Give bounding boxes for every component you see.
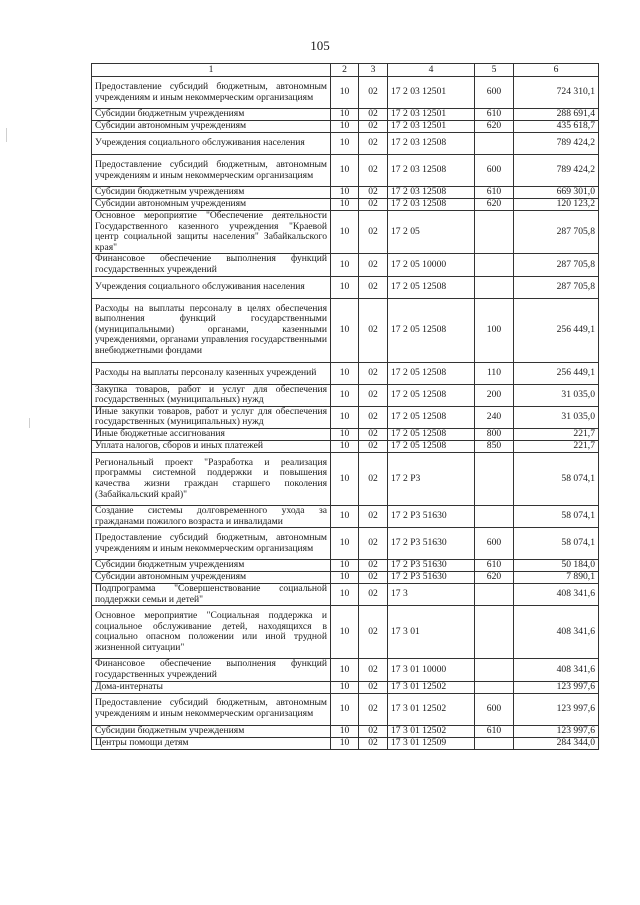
row-amount: 31 035,0 (514, 384, 599, 406)
table-row (92, 693, 599, 725)
row-target-article: 17 2 05 12508 (388, 428, 475, 440)
row-subsection: 02 (359, 428, 388, 440)
row-expense-type (475, 606, 514, 659)
row-section: 10 (331, 584, 359, 606)
table-row (92, 659, 599, 681)
col-header-subsection: 3 (359, 64, 388, 77)
row-target-article: 17 2 03 12508 (388, 133, 475, 155)
col-header-name: 1 (92, 64, 331, 77)
row-expense-type: 800 (475, 428, 514, 440)
row-name: Предоставление субсидий бюджетным, автономным учреждениям и иным некоммерческим организациям (92, 693, 331, 725)
row-name: Расходы на выплаты персоналу казенных учреждений (92, 362, 331, 384)
row-section: 10 (331, 406, 359, 428)
row-amount: 789 424,2 (514, 133, 599, 155)
row-amount: 58 074,1 (514, 452, 599, 505)
row-name: Основное мероприятие "Социальная поддержка и социальное обслуживание детей, находящихся в социально опасном положении или иной трудной жизненной ситуации" (92, 606, 331, 659)
row-amount: 287 705,8 (514, 211, 599, 254)
row-section: 10 (331, 276, 359, 298)
row-name: Субсидии бюджетным учреждениям (92, 187, 331, 199)
row-subsection: 02 (359, 681, 388, 693)
row-subsection: 02 (359, 528, 388, 560)
row-target-article: 17 2 03 12508 (388, 187, 475, 199)
row-name: Создание системы долговременного ухода за гражданами пожилого возраста и инвалидами (92, 505, 331, 527)
row-target-article: 17 3 01 12502 (388, 681, 475, 693)
row-name: Иные бюджетные ассигнования (92, 428, 331, 440)
row-expense-type (475, 505, 514, 527)
row-section: 10 (331, 254, 359, 276)
table-row (92, 211, 599, 254)
table-row (92, 584, 599, 606)
table-row (92, 121, 599, 133)
row-name: Дома-интернаты (92, 681, 331, 693)
row-expense-type: 240 (475, 406, 514, 428)
col-header-section: 2 (331, 64, 359, 77)
row-subsection: 02 (359, 155, 388, 187)
row-section: 10 (331, 440, 359, 452)
page-number: 105 (310, 38, 330, 53)
row-subsection: 02 (359, 211, 388, 254)
row-section: 10 (331, 693, 359, 725)
row-section: 10 (331, 298, 359, 362)
row-subsection: 02 (359, 560, 388, 572)
row-amount: 288 691,4 (514, 109, 599, 121)
table-header-row (92, 64, 599, 77)
row-target-article: 17 2 03 12508 (388, 199, 475, 211)
row-subsection: 02 (359, 187, 388, 199)
row-section: 10 (331, 428, 359, 440)
row-amount: 120 123,2 (514, 199, 599, 211)
table-row (92, 572, 599, 584)
row-target-article: 17 2 05 12508 (388, 406, 475, 428)
row-amount: 123 997,6 (514, 681, 599, 693)
row-target-article: 17 2 05 12508 (388, 276, 475, 298)
table-row (92, 384, 599, 406)
row-name: Субсидии автономным учреждениям (92, 199, 331, 211)
row-section: 10 (331, 384, 359, 406)
row-expense-type: 600 (475, 528, 514, 560)
row-target-article: 17 2 05 12508 (388, 298, 475, 362)
row-expense-type: 610 (475, 560, 514, 572)
row-expense-type (475, 681, 514, 693)
row-section: 10 (331, 505, 359, 527)
row-expense-type: 600 (475, 693, 514, 725)
row-name: Подпрограмма "Совершенствование социальной поддержки семьи и детей" (92, 584, 331, 606)
row-amount: 221,7 (514, 428, 599, 440)
row-expense-type: 110 (475, 362, 514, 384)
row-expense-type: 620 (475, 199, 514, 211)
row-target-article: 17 2 03 12508 (388, 155, 475, 187)
row-target-article: 17 2 05 12508 (388, 440, 475, 452)
row-subsection: 02 (359, 298, 388, 362)
row-amount: 31 035,0 (514, 406, 599, 428)
col-header-target-article: 4 (388, 64, 475, 77)
row-subsection: 02 (359, 199, 388, 211)
row-section: 10 (331, 606, 359, 659)
row-subsection: 02 (359, 440, 388, 452)
row-name: Расходы на выплаты персоналу в целях обеспечения выполнения функций государственными (муниципальными) органами, казенными учреждениями, органами управления государственными внебюджетными фондами (92, 298, 331, 362)
row-subsection: 02 (359, 406, 388, 428)
row-expense-type: 610 (475, 109, 514, 121)
row-target-article: 17 2 05 (388, 211, 475, 254)
row-name: Центры помощи детям (92, 737, 331, 749)
row-target-article: 17 3 (388, 584, 475, 606)
table-row (92, 505, 599, 527)
row-name: Учреждения социального обслуживания населения (92, 276, 331, 298)
row-subsection: 02 (359, 725, 388, 737)
row-name: Субсидии автономным учреждениям (92, 121, 331, 133)
row-amount: 287 705,8 (514, 276, 599, 298)
row-section: 10 (331, 155, 359, 187)
row-target-article: 17 2 03 12501 (388, 109, 475, 121)
row-target-article: 17 3 01 12502 (388, 693, 475, 725)
row-section: 10 (331, 452, 359, 505)
table-row (92, 109, 599, 121)
row-name: Субсидии бюджетным учреждениям (92, 109, 331, 121)
table-row (92, 681, 599, 693)
row-expense-type (475, 452, 514, 505)
table-row (92, 440, 599, 452)
row-amount: 123 997,6 (514, 725, 599, 737)
row-subsection: 02 (359, 584, 388, 606)
row-expense-type: 620 (475, 572, 514, 584)
row-name: Предоставление субсидий бюджетным, автономным учреждениям и иным некоммерческим организациям (92, 77, 331, 109)
table-row (92, 528, 599, 560)
row-expense-type (475, 133, 514, 155)
row-target-article: 17 2 03 12501 (388, 77, 475, 109)
table-row (92, 276, 599, 298)
row-amount: 284 344,0 (514, 737, 599, 749)
table-row (92, 428, 599, 440)
row-expense-type: 850 (475, 440, 514, 452)
row-section: 10 (331, 211, 359, 254)
row-name: Предоставление субсидий бюджетным, автономным учреждениям и иным некоммерческим организациям (92, 155, 331, 187)
row-amount: 435 618,7 (514, 121, 599, 133)
row-amount: 123 997,6 (514, 693, 599, 725)
row-section: 10 (331, 737, 359, 749)
row-name: Финансовое обеспечение выполнения функций государственных учреждений (92, 254, 331, 276)
row-target-article: 17 2 P3 (388, 452, 475, 505)
row-section: 10 (331, 77, 359, 109)
row-subsection: 02 (359, 77, 388, 109)
row-section: 10 (331, 681, 359, 693)
row-section: 10 (331, 560, 359, 572)
row-name: Закупка товаров, работ и услуг для обеспечения государственных (муниципальных) нужд (92, 384, 331, 406)
row-expense-type (475, 276, 514, 298)
table-row (92, 725, 599, 737)
row-target-article: 17 3 01 (388, 606, 475, 659)
row-expense-type (475, 254, 514, 276)
row-target-article: 17 2 P3 51630 (388, 572, 475, 584)
row-expense-type: 600 (475, 155, 514, 187)
table-row (92, 737, 599, 749)
table-row (92, 406, 599, 428)
row-name: Субсидии бюджетным учреждениям (92, 560, 331, 572)
row-name: Основное мероприятие "Обеспечение деятельности Государственного казенного учреждения "Краевой центр социальной защиты населения" Забайкальского края" (92, 211, 331, 254)
row-target-article: 17 2 P3 51630 (388, 560, 475, 572)
row-amount: 408 341,6 (514, 584, 599, 606)
table-row (92, 155, 599, 187)
row-section: 10 (331, 659, 359, 681)
row-amount: 256 449,1 (514, 362, 599, 384)
row-target-article: 17 2 P3 51630 (388, 528, 475, 560)
row-section: 10 (331, 133, 359, 155)
col-header-amount: 6 (514, 64, 599, 77)
row-target-article: 17 3 01 12509 (388, 737, 475, 749)
row-amount: 58 074,1 (514, 528, 599, 560)
row-name: Предоставление субсидий бюджетным, автономным учреждениям и иным некоммерческим организациям (92, 528, 331, 560)
row-subsection: 02 (359, 452, 388, 505)
row-expense-type: 100 (475, 298, 514, 362)
row-target-article: 17 3 01 12502 (388, 725, 475, 737)
table-row (92, 452, 599, 505)
row-section: 10 (331, 187, 359, 199)
row-name: Региональный проект "Разработка и реализация программы системной поддержки и повышения качества жизни граждан старшего поколения (Забайкальский край)" (92, 452, 331, 505)
row-expense-type (475, 211, 514, 254)
row-target-article: 17 2 05 12508 (388, 362, 475, 384)
row-amount: 58 074,1 (514, 505, 599, 527)
row-subsection: 02 (359, 384, 388, 406)
budget-table (91, 63, 599, 750)
row-name: Субсидии бюджетным учреждениям (92, 725, 331, 737)
row-section: 10 (331, 121, 359, 133)
row-amount: 221,7 (514, 440, 599, 452)
row-amount: 408 341,6 (514, 659, 599, 681)
table-row (92, 199, 599, 211)
row-subsection: 02 (359, 606, 388, 659)
row-name: Уплата налогов, сборов и иных платежей (92, 440, 331, 452)
row-target-article: 17 2 P3 51630 (388, 505, 475, 527)
table-row (92, 560, 599, 572)
col-header-expense-type: 5 (475, 64, 514, 77)
row-target-article: 17 2 05 12508 (388, 384, 475, 406)
scan-artifact (6, 128, 7, 142)
row-subsection: 02 (359, 362, 388, 384)
row-section: 10 (331, 572, 359, 584)
row-section: 10 (331, 199, 359, 211)
table-row (92, 254, 599, 276)
row-section: 10 (331, 362, 359, 384)
scan-artifact (29, 418, 30, 428)
row-subsection: 02 (359, 737, 388, 749)
table-row (92, 187, 599, 199)
row-subsection: 02 (359, 659, 388, 681)
row-name: Финансовое обеспечение выполнения функций государственных учреждений (92, 659, 331, 681)
row-expense-type (475, 737, 514, 749)
row-subsection: 02 (359, 276, 388, 298)
row-name: Учреждения социального обслуживания населения (92, 133, 331, 155)
row-expense-type: 600 (475, 77, 514, 109)
row-target-article: 17 2 03 12501 (388, 121, 475, 133)
row-target-article: 17 3 01 10000 (388, 659, 475, 681)
row-expense-type: 620 (475, 121, 514, 133)
row-subsection: 02 (359, 133, 388, 155)
row-section: 10 (331, 725, 359, 737)
table-row (92, 298, 599, 362)
row-amount: 256 449,1 (514, 298, 599, 362)
row-subsection: 02 (359, 109, 388, 121)
row-expense-type (475, 659, 514, 681)
row-amount: 789 424,2 (514, 155, 599, 187)
row-subsection: 02 (359, 121, 388, 133)
table-row (92, 77, 599, 109)
row-amount: 50 184,0 (514, 560, 599, 572)
table-row (92, 133, 599, 155)
row-subsection: 02 (359, 572, 388, 584)
table-row (92, 606, 599, 659)
row-name: Субсидии автономным учреждениям (92, 572, 331, 584)
row-expense-type: 610 (475, 725, 514, 737)
row-section: 10 (331, 109, 359, 121)
row-expense-type: 200 (475, 384, 514, 406)
row-subsection: 02 (359, 693, 388, 725)
row-amount: 669 301,0 (514, 187, 599, 199)
row-section: 10 (331, 528, 359, 560)
row-subsection: 02 (359, 505, 388, 527)
table-row (92, 362, 599, 384)
row-expense-type: 610 (475, 187, 514, 199)
row-amount: 724 310,1 (514, 77, 599, 109)
row-amount: 7 890,1 (514, 572, 599, 584)
row-name: Иные закупки товаров, работ и услуг для обеспечения государственных (муниципальных) нужд (92, 406, 331, 428)
row-amount: 408 341,6 (514, 606, 599, 659)
row-expense-type (475, 584, 514, 606)
row-target-article: 17 2 05 10000 (388, 254, 475, 276)
row-amount: 287 705,8 (514, 254, 599, 276)
row-subsection: 02 (359, 254, 388, 276)
